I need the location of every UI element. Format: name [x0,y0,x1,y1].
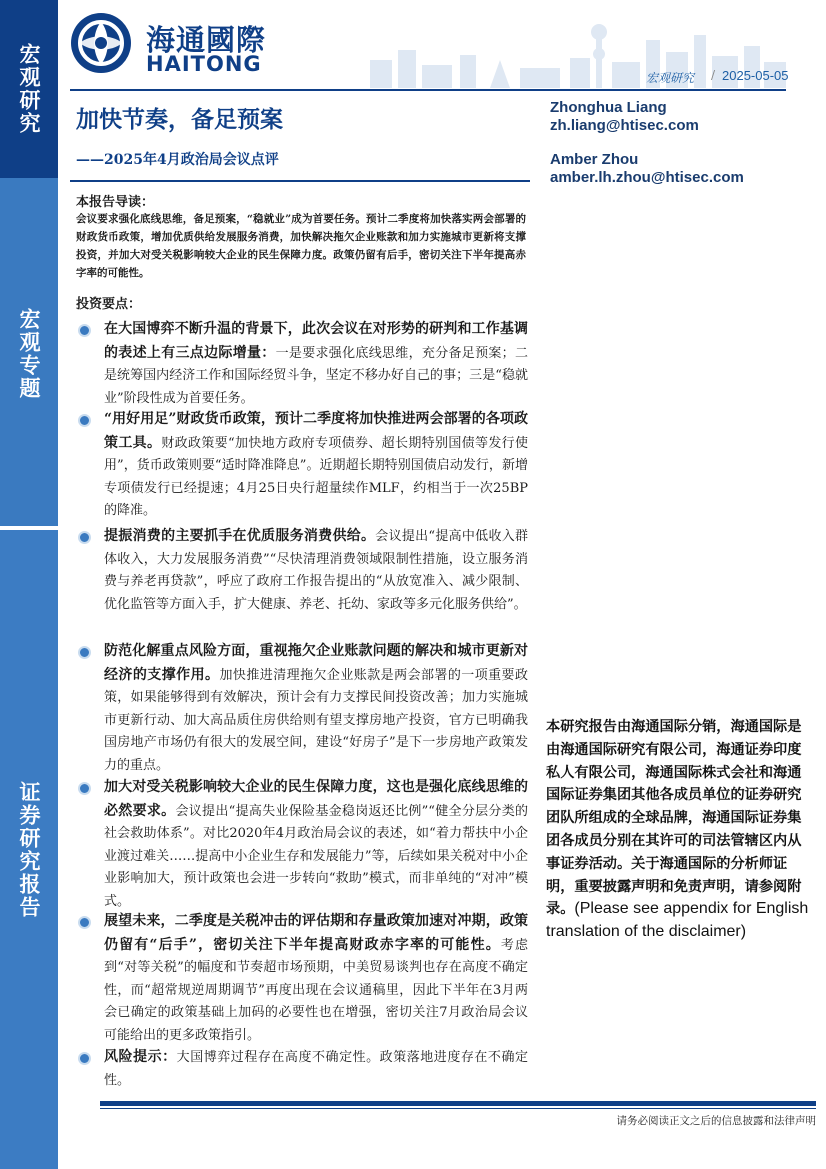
disclaimer [546,716,810,944]
key-point-item [76,776,528,914]
header-category: 宏观研究 [646,71,695,85]
summary-text: 会议要求强化底线思维，备足预案，“稳就业”成为首要任务。预计二季度将加快落实两会部署的财政货币政策，增加优质供给发展服务消费，加快解决拖欠企业账款和加力实施城市更新将支撑投资，并加大对受关税影响较大企业的民生保障力度。政策仍留有后手，密切关注下半年提高赤字率的可能性。 [76,213,526,279]
report-title: 加快节奏，备足预案 [76,107,283,133]
key-point-item [76,525,528,616]
key-point-item [76,640,528,778]
bullet-icon [78,1052,91,1065]
key-point-text: 考虑到“对等关税”的幅度和节奏超市场预期，中美贸易谈判也存在高度不确定性，而“超常规逆周期调节”再度出现在会议通稿里，因此下半年在3月两会已确定的政策基础上加码的必要性也在增强，密切关注7月政治局会议可能给出的更多政策指引。 [104,937,528,1043]
key-points-heading: 投资要点： [76,297,142,312]
bullet-icon [78,414,91,427]
key-point-text: 会议提出“提高失业保险基金稳岗返还比例”“健全分层分类的社会救助体系”。对比2020年4月政治局会议的表述，如“着力帮扶中小企业渡过难关……提高中小企业生存和发展能力”等，后续如果关税对中小企业影响加大，预计政策也会进一步转向“救助”模式，而非单纯的“对冲”模式。 [104,803,528,909]
sidebar-category: 宏观研究 [0,0,58,178]
brand-name-cn: 海通國際 [146,23,267,57]
author-email[interactable]: amber.lh.zhou@htisec.com [550,169,744,186]
key-point-text: 会议提出“提高中低收入群体收入，大力发展服务消费”“尽快清理消费领域限制性措施，设立服务消费与养老再贷款”，呼应了政府工作报告提出的“从放宽准入、减少限制、优化监管等方面入手，扩大健康、养老、托幼、家政等多元化服务供给”。 [104,529,529,612]
brand-name-en: HAITONG [146,52,262,76]
bullet-icon [78,646,91,659]
sidebar [0,0,58,1169]
bullet-icon [78,782,91,795]
key-point-text: 加快推进清理拖欠企业账款是两会部署的一项重要政策，如果能够得到有效解决，预计会有力支撑民间投资改善；加力实施城市更新行动、加大高品质住房供给则有望支撑房地产投资，官方已明确我国房地产市场仍有很大的发展空间，建设“好房子”是下一步房地产政策发力的重点。 [104,667,528,773]
key-point-text: 大国博弈过程存在高度不确定性。政策落地进度存在不确定性。 [104,1050,528,1088]
key-point-lead: 加大对受关税影响较大企业的民生保障力度，这也是强化底线思维的必然要求。 [104,779,528,819]
key-point-item [76,1046,528,1092]
key-point-item [76,408,528,523]
key-point-lead: 防范化解重点风险方面，重视拖欠企业账款问题的解决和城市更新对经济的支撑作用。 [104,643,528,683]
header-separator: / [711,68,716,82]
key-point-text: 一是要求强化底线思维，充分备足预案；二是统筹国内经济工作和国际经贸斗争，坚定不移办好自己的事；三是“稳就业”阶段性成为首要任务。 [104,345,528,406]
key-point-lead: “用好用足”财政货币政策，预计二季度将加快推进两会部署的各项政策工具。 [104,411,528,451]
haitong-emblem-icon [70,12,132,74]
disclaimer-cn: 本研究报告由海通国际分销，海通国际是由海通国际研究有限公司，海通证券印度私人有限公司，海通国际株式会社和海通国际证券集团其他各成员单位的证券研究团队所组成的全球品牌，海通国际证券集团各成员分别在其许可的司法管辖区内从事证券活动。关于海通国际的分析师证明，重要披露声明和免责声明，请参阅附录。 [546,719,802,918]
sidebar-report-type: 证券研究报告 [0,530,58,1169]
key-point-lead: 风险提示： [104,1049,177,1065]
author-email[interactable]: zh.liang@htisec.com [550,117,699,134]
brand-logo [70,12,340,76]
bullet-icon [78,531,91,544]
key-point-lead: 在大国博弈不断升温的背景下，此次会议在对形势的研判和工作基调的表述上有三点边际增量： [104,321,528,361]
bullet-icon [78,324,91,337]
footer-rule-thin [100,1108,816,1109]
title-rule [70,180,530,182]
sidebar-topic: 宏观专题 [0,178,58,530]
report-subtitle: ——2025年4月政治局会议点评 [76,152,279,168]
author-name: Amber Zhou [550,151,639,168]
summary-heading: 本报告导读： [76,195,155,210]
key-point-text: 财政政策要“加快地方政府专项债券、超长期特别国债等发行使用”，货币政策则要“适时降准降息”。近期超长期特别国债启动发行，新增专项债发行已经提速；4月25日央行超量续作MLF，约相当于一次25BP的降准。 [104,435,528,519]
disclaimer-en: (Please see appendix for English translation of the disclaimer) [546,900,809,941]
key-point-lead: 展望未来，二季度是关税冲击的评估期和存量政策加速对冲期，政策仍留有“后手”，密切关注下半年提高财政赤字率的可能性。 [104,913,528,953]
author-name: Zhonghua Liang [550,99,667,116]
key-point-item [76,318,528,410]
bullet-icon [78,916,91,929]
header-rule [70,89,786,91]
key-point-item [76,910,528,1048]
key-point-lead: 提振消费的主要抓手在优质服务消费供给。 [104,528,376,544]
footer-note: 请务必阅读正文之后的信息披露和法律声明 [616,1115,816,1127]
report-date: 2025-05-05 [722,68,789,83]
footer-rule [100,1101,816,1106]
